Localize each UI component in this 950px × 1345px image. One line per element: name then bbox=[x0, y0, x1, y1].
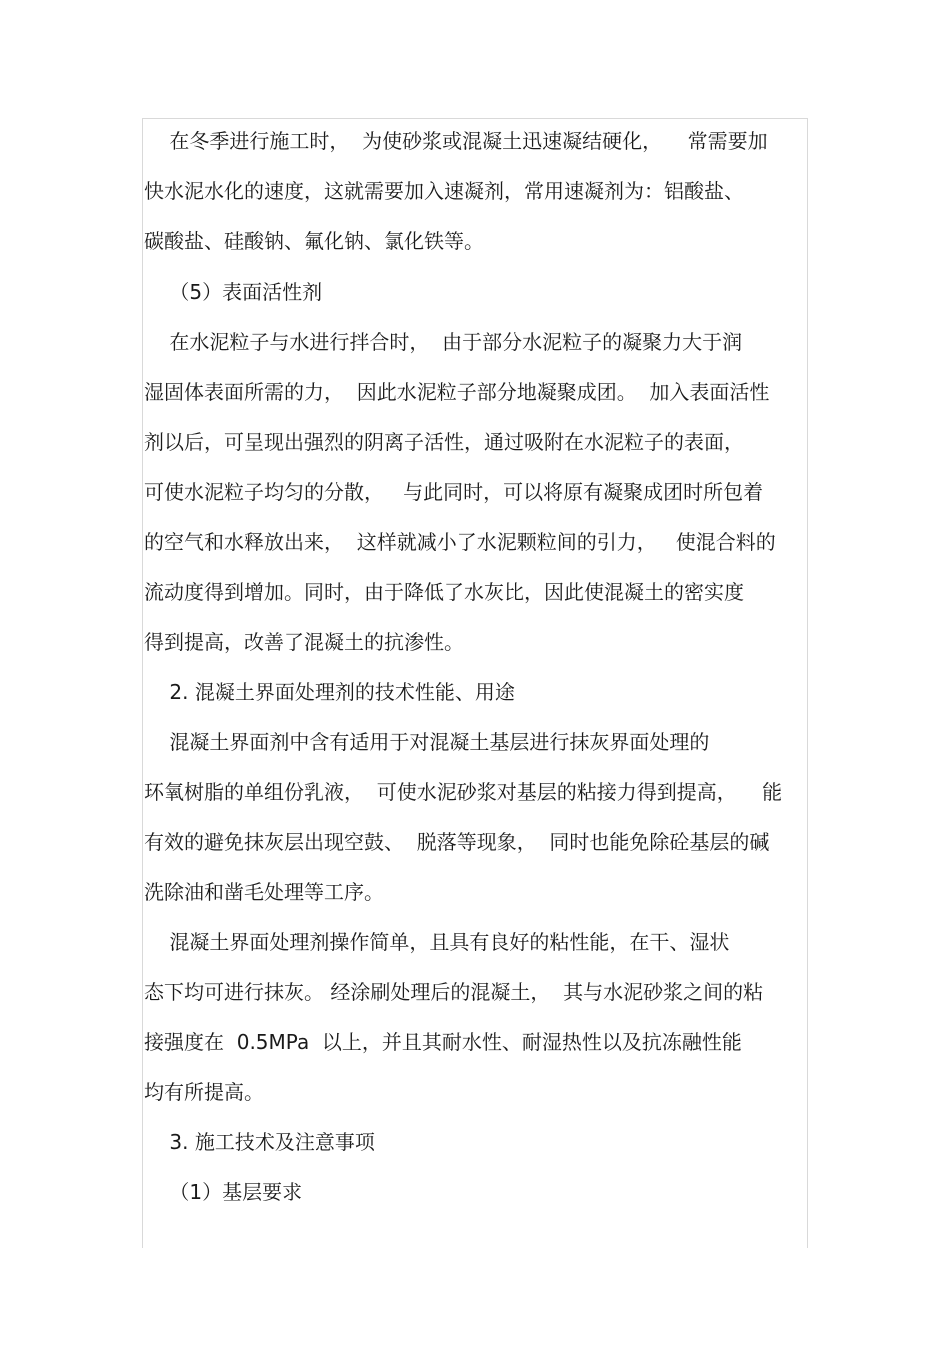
text-line: 在冬季进行施工时， 为使砂浆或混凝土迅速凝结硬化， 常需要加 bbox=[144, 129, 768, 153]
text-line: 得到提高，改善了混凝土的抗渗性。 bbox=[144, 630, 464, 654]
text-line: 碳酸盐、硅酸钠、氟化钠、氯化铁等。 bbox=[144, 229, 484, 253]
text-line: 混凝土界面处理剂操作简单，且具有良好的粘性能，在干、湿状 bbox=[144, 930, 730, 954]
text-line: 接强度在 0.5MPa 以上，并且其耐水性、耐湿热性以及抗冻融性能 bbox=[144, 1030, 742, 1054]
text-line: 可使水泥粒子均匀的分散， 与此同时，可以将原有凝聚成团时所包着 bbox=[144, 480, 764, 504]
section-heading: 3. 施工技术及注意事项 bbox=[144, 1130, 375, 1154]
text-line: 混凝土界面剂中含有适用于对混凝土基层进行抹灰界面处理的 bbox=[144, 730, 710, 754]
text-line: 的空气和水释放出来， 这样就减小了水泥颗粒间的引力， 使混合料的 bbox=[144, 530, 776, 554]
text-line: 在水泥粒子与水进行拌合时， 由于部分水泥粒子的凝聚力大于润 bbox=[144, 330, 743, 354]
text-line: 快水泥水化的速度，这就需要加入速凝剂，常用速凝剂为：铝酸盐、 bbox=[144, 179, 744, 203]
text-line: 湿固体表面所需的力， 因此水泥粒子部分地凝聚成团。 加入表面活性 bbox=[144, 380, 770, 404]
subsection-heading: （5）表面活性剂 bbox=[144, 280, 323, 304]
text-line: 环氧树脂的单组份乳液， 可使水泥砂浆对基层的粘接力得到提高， 能 bbox=[144, 780, 783, 804]
subsection-heading: （1）基层要求 bbox=[144, 1180, 303, 1204]
text-line: 有效的避免抹灰层出现空鼓、 脱落等现象， 同时也能免除砼基层的碱 bbox=[144, 830, 770, 854]
text-line: 均有所提高。 bbox=[144, 1080, 264, 1104]
text-line: 洗除油和凿毛处理等工序。 bbox=[144, 880, 384, 904]
text-line: 流动度得到增加。同时，由于降低了水灰比，因此使混凝土的密实度 bbox=[144, 580, 744, 604]
text-line: 态下均可进行抹灰。 经涂刷处理后的混凝土， 其与水泥砂浆之间的粘 bbox=[144, 980, 764, 1004]
section-heading: 2. 混凝土界面处理剂的技术性能、用途 bbox=[144, 680, 515, 704]
text-line: 剂以后，可呈现出强烈的阴离子活性，通过吸附在水泥粒子的表面， bbox=[144, 430, 744, 454]
